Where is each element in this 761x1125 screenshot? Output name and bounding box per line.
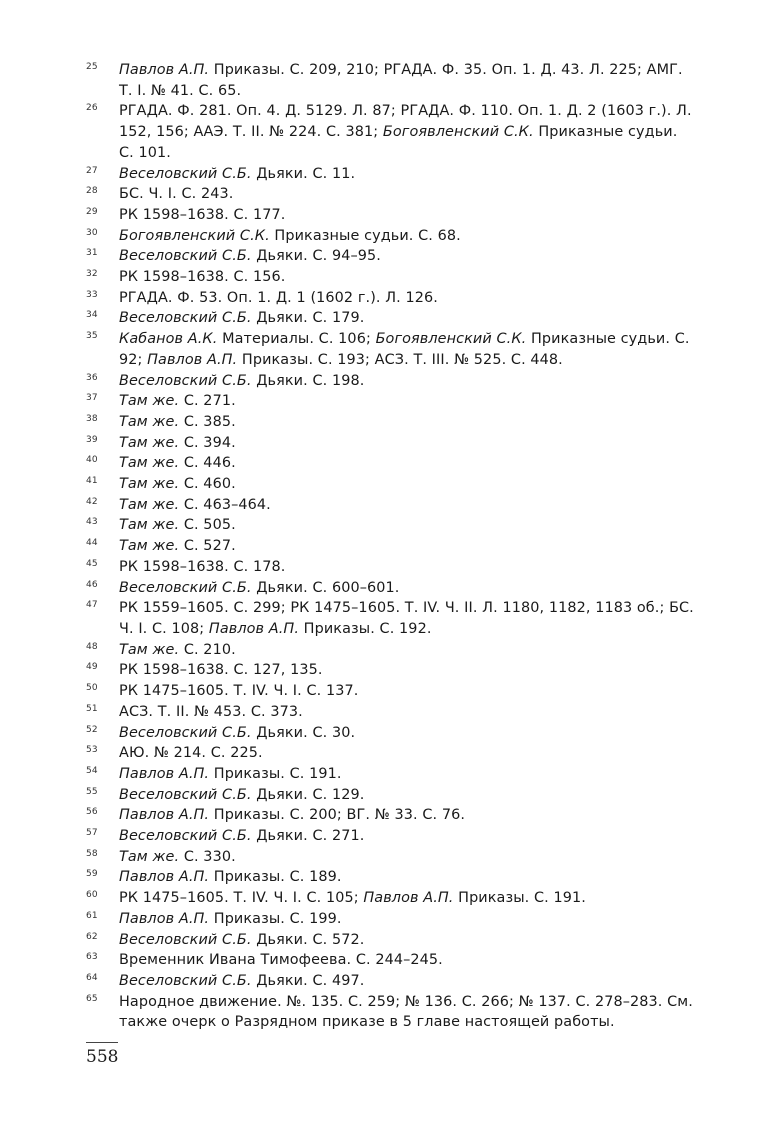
footnote-number: 32 <box>86 269 98 280</box>
footnote-number: 59 <box>86 869 98 880</box>
citation-author: Павлов А.П. <box>363 890 454 907</box>
footnote-text <box>119 642 236 658</box>
citation-text: Дьяки. С. 30. <box>251 724 356 741</box>
footnote-text <box>119 269 285 285</box>
footnote <box>86 184 696 205</box>
citation-author: Веселовский С.Б. <box>119 724 252 741</box>
footnote-number: 27 <box>86 165 98 176</box>
citation-text: Дьяки. С. 129. <box>251 786 365 803</box>
citation-author: Там же. <box>119 393 180 410</box>
footnote-text <box>119 580 399 596</box>
footnote-number: 38 <box>86 413 98 424</box>
footnote-number: 40 <box>86 455 98 466</box>
footnote-number: 52 <box>86 724 98 735</box>
footnote-text <box>119 787 364 803</box>
footnote-text <box>119 414 236 430</box>
citation-author: Там же. <box>119 434 180 451</box>
footnote-number: 56 <box>86 807 98 818</box>
footnote-number: 44 <box>86 538 98 549</box>
citation-author: Веселовский С.Б. <box>119 165 252 182</box>
citation-text: Приказы. С. 191. <box>453 890 586 907</box>
citation-text: АЮ. № 214. С. 225. <box>119 745 263 762</box>
citation-text: С. 527. <box>179 538 236 555</box>
footnote <box>86 992 696 1033</box>
footnote-number: 49 <box>86 662 98 673</box>
footnote-text <box>119 745 263 761</box>
citation-author: Там же. <box>119 455 180 472</box>
footnote <box>86 536 696 557</box>
citation-text: РГАДА. Ф. 53. Оп. 1. Д. 1 (1602 г.). Л. 126. <box>119 289 438 306</box>
footnote <box>86 453 696 474</box>
citation-text: С. 505. <box>179 517 236 534</box>
citation-author: Веселовский С.Б. <box>119 310 252 327</box>
footnote-text <box>119 559 285 575</box>
footnote-number: 47 <box>86 600 98 611</box>
citation-author: Там же. <box>119 538 180 555</box>
citation-text: Дьяки. С. 572. <box>251 931 365 948</box>
citation-text: РК 1598–1638. С. 178. <box>119 558 286 575</box>
citation-text: РК 1475–1605. Т. IV. Ч. I. С. 105; <box>119 890 364 907</box>
footnote <box>86 433 696 454</box>
citation-author: Павлов А.П. <box>119 869 210 886</box>
citation-author: Там же. <box>119 641 180 658</box>
footnote-number: 63 <box>86 952 98 963</box>
footnote-text <box>119 331 690 368</box>
citation-author: Богоявленский С.К. <box>375 331 527 348</box>
footnote-text <box>119 766 342 782</box>
citation-text: Приказы. С. 191. <box>209 765 342 782</box>
footnote-number: 60 <box>86 890 98 901</box>
citation-text: Приказы. С. 209, 210; РГАДА. Ф. 35. Оп. 1. Д. 43. Л. 225; АМГ. Т. I. № 41. С. 65. <box>119 62 683 99</box>
citation-author: Павлов А.П. <box>119 62 210 78</box>
footnote <box>86 329 696 370</box>
footnote-number: 26 <box>86 103 98 114</box>
citation-author: Там же. <box>119 496 180 513</box>
footnote-text <box>119 476 236 492</box>
citation-text: Приказы. С. 200; ВГ. № 33. С. 76. <box>209 807 466 824</box>
footnote-number: 29 <box>86 206 98 217</box>
footnote-number: 55 <box>86 786 98 797</box>
footnote <box>86 205 696 226</box>
footnote <box>86 847 696 868</box>
citation-text: С. 460. <box>179 476 236 493</box>
footnote-text <box>119 725 355 741</box>
footnote <box>86 391 696 412</box>
footnote-text <box>119 849 236 865</box>
citation-text: Дьяки. С. 179. <box>251 310 365 327</box>
footnote <box>86 640 696 661</box>
footnote <box>86 557 696 578</box>
footnote-text <box>119 952 443 968</box>
footnote <box>86 267 696 288</box>
citation-text: РК 1598–1638. С. 156. <box>119 269 286 286</box>
footnote-number: 53 <box>86 745 98 756</box>
citation-author: Павлов А.П. <box>208 620 299 637</box>
footnote-number: 36 <box>86 372 98 383</box>
citation-text: С. 210. <box>179 641 236 658</box>
footnote-text <box>119 393 236 409</box>
citation-text: БС. Ч. I. С. 243. <box>119 186 234 203</box>
footnote-text <box>119 290 438 306</box>
citation-text: С. 271. <box>179 393 236 410</box>
footnote-number: 57 <box>86 828 98 839</box>
footnote-text <box>119 166 355 182</box>
footnote <box>86 495 696 516</box>
footnote-text <box>119 704 303 720</box>
footnote-number: 48 <box>86 641 98 652</box>
footnote-number: 33 <box>86 289 98 300</box>
citation-author: Богоявленский С.К. <box>119 227 270 244</box>
footnote <box>86 371 696 392</box>
citation-text: Народное движение. №. 135. С. 259; № 136. С. 266; № 137. С. 278–283. См. также очерк о Разрядном приказе в 5 главе настоящей работы. <box>119 993 693 1031</box>
footnote-number: 30 <box>86 227 98 238</box>
footnote <box>86 723 696 744</box>
footnote <box>86 660 696 681</box>
footnote <box>86 101 696 163</box>
footnote-text <box>119 103 692 160</box>
footnote <box>86 164 696 185</box>
citation-text: Приказы. С. 189. <box>209 869 342 886</box>
footnote-number: 34 <box>86 310 98 321</box>
footnote-text <box>119 932 364 948</box>
footnote <box>86 743 696 764</box>
footnote-text <box>119 538 236 554</box>
footnote-text <box>119 890 586 906</box>
footnote <box>86 805 696 826</box>
footnote-text <box>119 807 465 823</box>
footnote-text <box>119 994 693 1031</box>
footnote <box>86 702 696 723</box>
page-number: 558 <box>86 1047 119 1067</box>
citation-author: Богоявленский С.К. <box>382 124 534 141</box>
citation-text: Дьяки. С. 271. <box>251 828 365 845</box>
footnote-text <box>119 62 683 99</box>
citation-text: РК 1598–1638. С. 127, 135. <box>119 662 323 679</box>
citation-author: Веселовский С.Б. <box>119 372 252 389</box>
footnote-text <box>119 517 236 533</box>
footnote-text <box>119 435 236 451</box>
footnote-number: 31 <box>86 248 98 259</box>
footnote-text <box>119 497 271 513</box>
footnote-text <box>119 911 342 927</box>
citation-text: РГАДА. Ф. 281. Оп. 4. Д. 5129. Л. 87; РГАДА. Ф. 110. Оп. 1. Д. 2 (1603 г.). Л. 152, 156; ААЭ. Т. II. № 224. С. 381; <box>119 103 692 141</box>
citation-author: Павлов А.П. <box>147 351 238 368</box>
footnote <box>86 888 696 909</box>
citation-author: Павлов А.П. <box>119 807 210 824</box>
citation-author: Веселовский С.Б. <box>119 972 252 989</box>
citation-text: Приказные судьи. С. 101. <box>119 124 678 161</box>
footnote <box>86 950 696 971</box>
footnote-text <box>119 248 381 264</box>
footnote-number: 39 <box>86 434 98 445</box>
citation-author: Павлов А.П. <box>119 910 210 927</box>
citation-text: РК 1559–1605. С. 299; РК 1475–1605. Т. IV. Ч. II. Л. 1180, 1182, 1183 об.; БС. Ч. I. С. 108; <box>119 600 694 637</box>
citation-author: Там же. <box>119 517 180 534</box>
footnote-text <box>119 228 461 244</box>
citation-author: Веселовский С.Б. <box>119 786 252 803</box>
footnote-number: 61 <box>86 910 98 921</box>
footnote-text <box>119 373 364 389</box>
footnote <box>86 578 696 599</box>
footnote-number: 64 <box>86 972 98 983</box>
footnote-text <box>119 869 342 885</box>
footnote-number: 62 <box>86 931 98 942</box>
footnote-number: 25 <box>86 62 98 72</box>
footnote <box>86 826 696 847</box>
citation-author: Кабанов А.К. <box>119 331 218 348</box>
footnote-number: 28 <box>86 186 98 197</box>
footnote <box>86 515 696 536</box>
citation-text: Дьяки. С. 198. <box>251 372 365 389</box>
citation-text: РК 1475–1605. Т. IV. Ч. I. С. 137. <box>119 683 359 700</box>
footnote <box>86 971 696 992</box>
footnote-number: 65 <box>86 993 98 1004</box>
footnote-number: 54 <box>86 765 98 776</box>
citation-text: С. 394. <box>179 434 236 451</box>
footnote-text <box>119 186 233 202</box>
footnote <box>86 226 696 247</box>
footnote-number: 51 <box>86 703 98 714</box>
footnote-number: 37 <box>86 393 98 404</box>
citation-author: Там же. <box>119 476 180 493</box>
citation-text: Приказы. С. 192. <box>299 620 432 637</box>
footnote-number: 43 <box>86 517 98 528</box>
footnote-text <box>119 310 364 326</box>
footnote-text <box>119 662 323 678</box>
footnote <box>86 474 696 495</box>
footnote-text <box>119 455 236 471</box>
footnote-number: 42 <box>86 496 98 507</box>
citation-text: Приказные судьи. С. 68. <box>269 227 461 244</box>
footnote-text <box>119 828 364 844</box>
citation-author: Веселовский С.Б. <box>119 579 252 596</box>
footnote <box>86 764 696 785</box>
citation-text: АСЗ. Т. II. № 453. С. 373. <box>119 703 303 720</box>
footnote <box>86 598 696 639</box>
footnote <box>86 909 696 930</box>
citation-text: С. 446. <box>179 455 236 472</box>
footnote-number: 58 <box>86 848 98 859</box>
footnote-number: 50 <box>86 683 98 694</box>
footnote <box>86 246 696 267</box>
citation-author: Павлов А.П. <box>119 765 210 782</box>
citation-author: Там же. <box>119 848 180 865</box>
citation-text: Материалы. С. 106; <box>217 331 376 348</box>
footnote <box>86 867 696 888</box>
citation-text: С. 330. <box>179 848 236 865</box>
footnote-number: 45 <box>86 558 98 569</box>
citation-text: Приказы. С. 193; АСЗ. Т. III. № 525. С. 448. <box>237 351 563 368</box>
footnote-text <box>119 683 358 699</box>
footnote <box>86 785 696 806</box>
footnote <box>86 308 696 329</box>
footnote-text <box>119 600 694 637</box>
citation-text: РК 1598–1638. С. 177. <box>119 206 286 223</box>
citation-text: С. 463–464. <box>179 496 271 513</box>
footnote-text <box>119 973 364 989</box>
citation-text: Временник Ивана Тимофеева. С. 244–245. <box>119 952 443 969</box>
citation-text: С. 385. <box>179 413 236 430</box>
footnote-number: 35 <box>86 331 98 342</box>
footnote <box>86 288 696 309</box>
citation-author: Веселовский С.Б. <box>119 828 252 845</box>
citation-author: Там же. <box>119 413 180 430</box>
footnote-text <box>119 207 285 223</box>
footnote <box>86 930 696 951</box>
citation-author: Веселовский С.Б. <box>119 931 252 948</box>
citation-text: Дьяки. С. 11. <box>251 165 356 182</box>
citation-text: Приказы. С. 199. <box>209 910 342 927</box>
footnote-number: 41 <box>86 476 98 487</box>
citation-text: Дьяки. С. 94–95. <box>251 248 381 265</box>
footnote <box>86 681 696 702</box>
page-number-rule <box>86 1042 118 1043</box>
footnotes-list <box>86 60 696 1033</box>
citation-author: Веселовский С.Б. <box>119 248 252 265</box>
footnote-number: 46 <box>86 579 98 590</box>
footnote <box>86 60 696 101</box>
footnote <box>86 412 696 433</box>
citation-text: Дьяки. С. 497. <box>251 972 365 989</box>
citation-text: Дьяки. С. 600–601. <box>251 579 400 596</box>
citation-text: Приказные судьи. С. 92; <box>119 331 690 368</box>
